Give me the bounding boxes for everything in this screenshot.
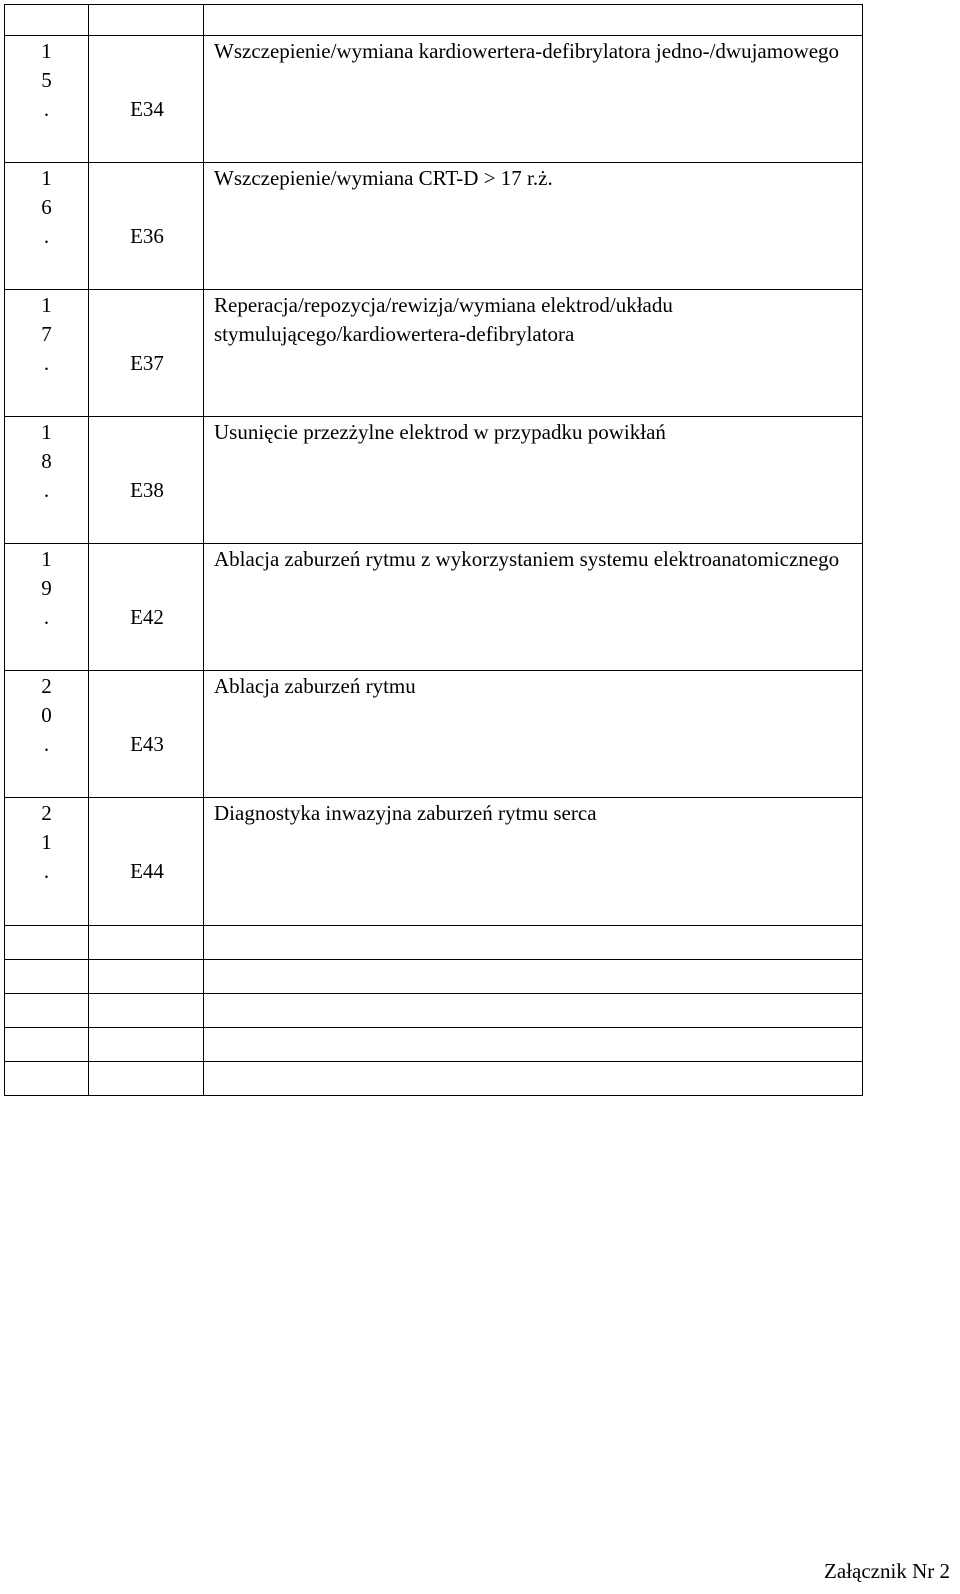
row-number-dot: .: [43, 224, 50, 248]
procedure-description-cell: [204, 417, 863, 544]
attachment-label: Załącznik Nr 2: [824, 1559, 950, 1583]
procedure-description: Ablacja zaburzeń rytmu: [214, 674, 416, 698]
procedure-description-cell: [204, 290, 863, 417]
header-cell-code: [89, 5, 204, 36]
procedure-code: E38: [130, 477, 164, 502]
empty-cell: [204, 994, 863, 1028]
procedure-code: E44: [130, 859, 164, 883]
table-row: [5, 798, 863, 926]
empty-cell: [89, 1062, 204, 1096]
procedure-description: Diagnostyka inwazyjna zaburzeń rytmu serca: [214, 801, 597, 825]
row-number-digit: 1: [41, 293, 52, 317]
row-number-cell: [5, 544, 89, 671]
procedure-description-cell: [204, 36, 863, 163]
row-number-dot: .: [43, 859, 50, 883]
procedures-table: [4, 4, 863, 1096]
row-number-digit: 5: [41, 68, 52, 92]
procedure-code-cell: [89, 36, 204, 163]
row-number-dot: .: [43, 97, 50, 121]
empty-cell: [5, 960, 89, 994]
table-row: [5, 163, 863, 290]
row-number-digit: 7: [41, 322, 52, 346]
row-number-digit: 6: [41, 195, 52, 219]
empty-cell: [5, 994, 89, 1028]
procedure-description-cell: [204, 544, 863, 671]
row-number-digit: 1: [41, 166, 52, 190]
table-header-strip: [5, 5, 863, 36]
empty-cell: [204, 926, 863, 960]
procedure-code-cell: [89, 798, 204, 926]
procedure-code: E34: [130, 96, 164, 121]
empty-cell: [5, 1028, 89, 1062]
table-row: [5, 671, 863, 798]
row-number-cell: [5, 163, 89, 290]
procedure-description: Usunięcie przezżylne elektrod w przypadku powikłań: [214, 420, 666, 444]
procedure-description: Wszczepienie/wymiana CRT-D > 17 r.ż.: [214, 166, 553, 190]
empty-table-row: [5, 994, 863, 1028]
table-row: [5, 36, 863, 163]
procedure-code: E43: [130, 731, 164, 756]
empty-cell: [89, 994, 204, 1028]
row-number-cell: [5, 798, 89, 926]
empty-table-row: [5, 926, 863, 960]
procedure-code-cell: [89, 290, 204, 417]
header-cell-description: [204, 5, 863, 36]
row-number-digit: 2: [41, 801, 52, 825]
row-number-dot: .: [43, 732, 50, 756]
empty-cell: [5, 1062, 89, 1096]
empty-cell: [89, 1028, 204, 1062]
empty-cell: [204, 1028, 863, 1062]
empty-cell: [204, 960, 863, 994]
row-number-digit: 2: [41, 674, 52, 698]
row-number-cell: [5, 290, 89, 417]
procedure-code: E37: [130, 350, 164, 375]
procedure-code-cell: [89, 417, 204, 544]
procedure-code-cell: [89, 544, 204, 671]
procedure-description: Reperacja/repozycja/rewizja/wymiana elektrod/układu stymulującego/kardiowertera-defibrylatora: [214, 293, 673, 346]
empty-table-row: [5, 1028, 863, 1062]
row-number-cell: [5, 671, 89, 798]
row-number-digit: 9: [41, 576, 52, 600]
empty-table-row: [5, 960, 863, 994]
procedure-description-cell: [204, 798, 863, 926]
procedure-description: Wszczepienie/wymiana kardiowertera-defibrylatora jedno-/dwujamowego: [214, 39, 840, 63]
procedure-description-cell: [204, 163, 863, 290]
row-number-dot: .: [43, 351, 50, 375]
row-number-dot: .: [43, 478, 50, 502]
row-number-dot: .: [43, 605, 50, 629]
row-number-cell: [5, 417, 89, 544]
row-number-digit: 1: [41, 420, 52, 444]
procedure-code: E42: [130, 604, 164, 629]
row-number-cell: [5, 36, 89, 163]
table-row: [5, 544, 863, 671]
procedure-code-cell: [89, 671, 204, 798]
row-number-digit: 8: [41, 449, 52, 473]
empty-cell: [5, 926, 89, 960]
procedure-code: E36: [130, 223, 164, 248]
row-number-digit: 1: [41, 39, 52, 63]
table-row: [5, 417, 863, 544]
row-number-digit: 0: [41, 703, 52, 727]
row-number-digit: 1: [41, 547, 52, 571]
procedure-code-cell: [89, 163, 204, 290]
empty-table-row: [5, 1062, 863, 1096]
empty-cell: [89, 926, 204, 960]
procedure-description-cell: [204, 671, 863, 798]
procedure-description: Ablacja zaburzeń rytmu z wykorzystaniem systemu elektroanatomicznego: [214, 547, 840, 571]
empty-cell: [89, 960, 204, 994]
table-row: [5, 290, 863, 417]
row-number-digit: 1: [41, 830, 52, 854]
empty-cell: [204, 1062, 863, 1096]
header-cell-num: [5, 5, 89, 36]
